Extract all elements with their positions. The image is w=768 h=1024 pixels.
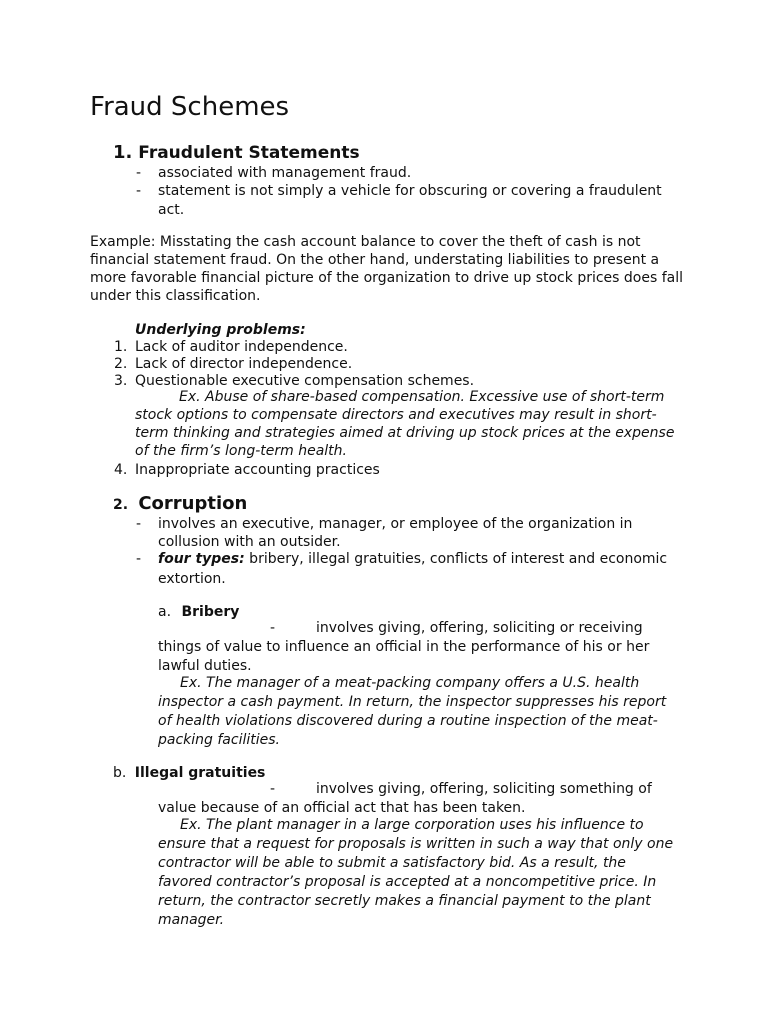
definition-text: involves giving, offering, soliciting something of xyxy=(316,781,652,797)
example-line: Ex. The plant manager in a large corporation uses his influence to xyxy=(180,817,644,833)
list-text: Lack of director independence. xyxy=(135,356,353,372)
section-2-title: Corruption xyxy=(138,493,248,514)
paragraph-line: financial statement fraud. On the other hand, understating liabilities to present a xyxy=(90,252,660,268)
example-paragraph xyxy=(90,233,683,305)
sub-title: Bribery xyxy=(181,604,240,620)
definition-text: involves giving, offering, soliciting or receiving xyxy=(316,620,643,636)
dash-marker: - xyxy=(136,551,142,567)
paragraph-line: Example: Misstating the cash account balance to cover the theft of cash is not xyxy=(90,234,641,250)
sub-letter: b. xyxy=(113,765,127,781)
example-line: of the firm’s long-term health. xyxy=(135,443,347,459)
example-line: inspector a cash payment. In return, the inspector suppresses his report xyxy=(158,694,667,710)
section-1-number: 1. xyxy=(113,142,133,163)
list-number: 3. xyxy=(114,373,128,389)
example-line: ensure that a request for proposals is written in such a way that only one xyxy=(158,836,674,852)
example-block xyxy=(158,816,718,929)
example-line: packing facilities. xyxy=(158,732,280,748)
section-1-title: Fraudulent Statements xyxy=(138,143,360,163)
four-types-text: bribery, illegal gratuities, conflicts of interest and economic xyxy=(244,551,668,567)
list-number: 2. xyxy=(114,356,128,372)
underlying-problems-heading: Underlying problems: xyxy=(135,322,306,338)
page-title: Fraud Schemes xyxy=(90,92,290,122)
list-text: Lack of auditor independence. xyxy=(135,339,348,355)
example-line: favored contractor’s proposal is accepted at a noncompetitive price. In xyxy=(158,874,657,890)
bullet-text-continuation: act. xyxy=(158,202,185,218)
dash-marker: - xyxy=(270,620,276,636)
example-line: of health violations discovered during a routine inspection of the meat- xyxy=(158,713,658,729)
gratuities-heading xyxy=(113,764,265,782)
example-line: return, the contractor secretly makes a financial payment to the plant xyxy=(158,893,651,909)
example-line: contractor will be able to submit a satisfactory bid. As a result, the xyxy=(158,855,626,871)
sub-title: Illegal gratuities xyxy=(134,765,266,781)
dash-marker: - xyxy=(270,781,276,797)
section-2-heading xyxy=(113,493,247,516)
bullet-text xyxy=(158,550,667,568)
four-types-label: four types: xyxy=(158,551,245,567)
definition-block xyxy=(158,638,698,675)
dash-marker: - xyxy=(136,183,142,199)
paragraph-line: under this classification. xyxy=(90,288,261,304)
paragraph-line: more favorable financial picture of the organization to drive up stock prices does fall xyxy=(90,270,683,286)
sub-letter: a. xyxy=(158,604,172,620)
bullet-text: involves an executive, manager, or employee of the organization in xyxy=(158,516,633,532)
example-line: Ex. Abuse of share-based compensation. Excessive use of short-term xyxy=(179,389,665,405)
bullet-text: associated with management fraud. xyxy=(158,165,412,181)
list-number: 4. xyxy=(114,462,128,478)
list-text: Questionable executive compensation schemes. xyxy=(135,373,475,389)
dash-marker: - xyxy=(136,165,142,181)
section-2-number: 2. xyxy=(113,497,129,513)
definition-line: lawful duties. xyxy=(158,658,252,674)
definition-line: things of value to influence an official in the performance of his or her xyxy=(158,639,650,655)
dash-marker: - xyxy=(136,516,142,532)
list-number: 1. xyxy=(114,339,128,355)
example-block xyxy=(135,388,695,460)
definition-line: value because of an official act that has been taken. xyxy=(158,800,526,816)
bullet-text: statement is not simply a vehicle for obscuring or covering a fraudulent xyxy=(158,183,662,199)
bribery-heading xyxy=(158,603,239,621)
example-line: term thinking and strategies aimed at driving up stock prices at the expense xyxy=(135,425,675,441)
example-line: stock options to compensate directors and executives may result in short- xyxy=(135,407,657,423)
bullet-text-continuation: collusion with an outsider. xyxy=(158,534,341,550)
section-1-heading xyxy=(113,142,360,164)
list-text: Inappropriate accounting practices xyxy=(135,462,380,478)
example-block xyxy=(158,674,698,749)
example-line: manager. xyxy=(158,912,225,928)
example-line: Ex. The manager of a meat-packing company offers a U.S. health xyxy=(180,675,640,691)
bullet-text-continuation: extortion. xyxy=(158,571,226,587)
